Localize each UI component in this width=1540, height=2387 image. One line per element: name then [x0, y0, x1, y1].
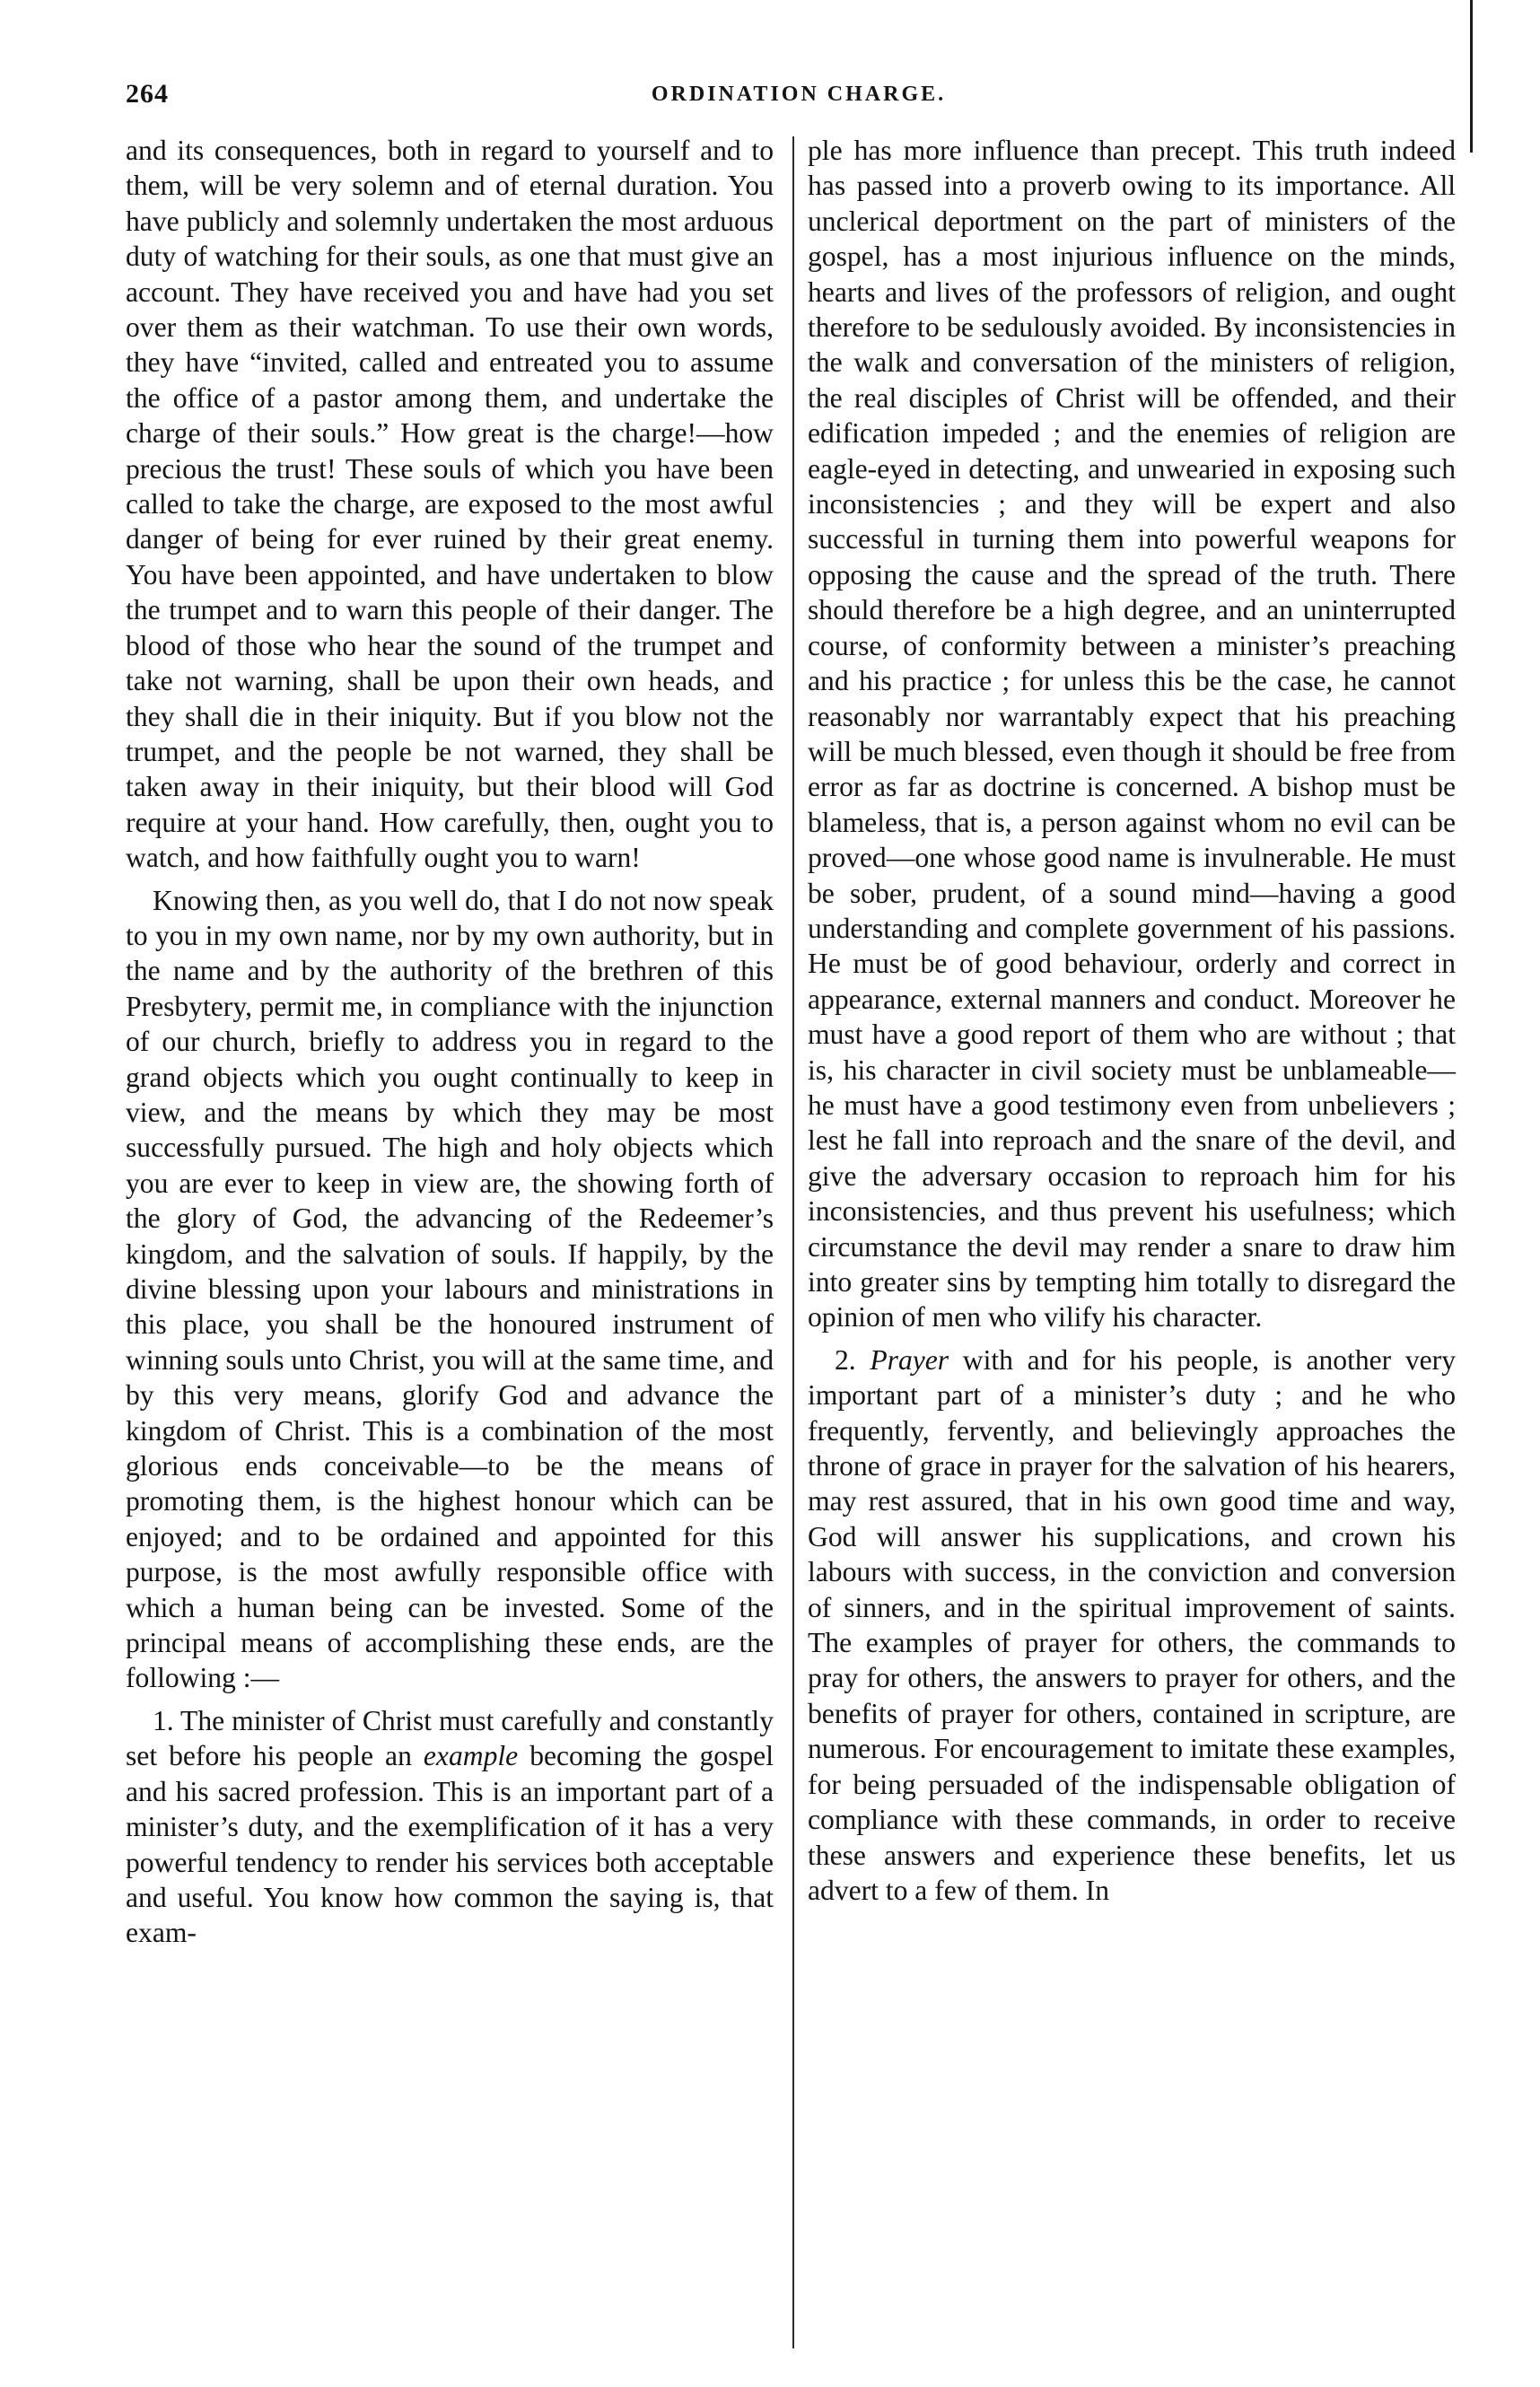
margin-rule — [1470, 0, 1473, 153]
paragraph-presbytery: Knowing then, as you well do, that I do not now speak to you in my own name, nor by my own authority, but in the name and by the authority of the brethren of this Presbytery, permit me, in compliance with the injunction of our church, briefly to address you in regard to the grand objects which you ought continually to keep in view, and the means by which they may be most successfully pursued. The high and holy objects which you are ever to keep in view are, the showing forth of the glory of God, the advancing of the Redeemer’s kingdom, and the salvation of souls. If happily, by the divine blessing upon your labours and ministrations in this place, you shall be the honoured instrument of winning souls unto Christ, you will at the same time, and by this very means, glorify God and advance the kingdom of Christ. This is a combination of the most glorious ends conceivable—to be the means of promoting them, is the highest honour which can be enjoyed; and to be ordained and appointed for this purpose, is the most awfully responsible office with which a human being can be invested. Some of the principal means of accomplishing these ends, are the following :— — [126, 884, 774, 1694]
prayer-text-start: 2. — [835, 1343, 871, 1376]
prayer-italic: Prayer — [870, 1343, 949, 1376]
paragraph-example — [126, 1703, 774, 1951]
running-head: ORDINATION CHARGE. — [651, 83, 947, 106]
example-italic: example — [423, 1740, 519, 1772]
column-divider — [792, 136, 794, 2348]
paragraph-precept: ple has more influence than precept. This truth indeed has passed into a proverb owing to its importance. All unclerical deportment on the part of ministers of the gospel, has a most injurious influence on the minds, hearts and lives of the professors of religion, and ought therefore to be sedulously avoided. By inconsistencies in the walk and conversation of the ministers of religion, the real disciples of Christ will be offended, and their edification impeded ; and the enemies of religion are eagle-eyed in detecting, and unwearied in exposing such inconsistencies ; and they will be expert and also successful in turning them into powerful weapons for opposing the cause and the spread of the truth. There should therefore be a high degree, and an uninterrupted course, of conformity between a minister’s preaching and his practice ; for unless this be the case, he cannot reasonably nor warrantably expect that his preaching will be much blessed, even though it should be free from error as far as doctrine is concerned. A bishop must be blameless, that is, a person against whom no evil can be proved—one whose good name is invulnerable. He must be sober, prudent, of a sound mind—having a good understanding and complete government of his passions. He must be of good behaviour, orderly and correct in appearance, external manners and conduct. Moreover he must have a good report of them who are without ; that is, his character in civil society must be unblameable—he must have a good testimony even from unbelievers ; lest he fall into reproach and the snare of the devil, and give the adversary occasion to reproach him for his inconsistencies, and thus prevent his usefulness; which circumstance the devil may render a snare to draw him into greater sins by tempting him totally to disregard the opinion of men who vilify his character. — [808, 135, 1456, 1333]
paragraph-prayer — [808, 1342, 1456, 1909]
page-header — [126, 79, 1472, 115]
right-column — [808, 133, 1456, 1908]
example-text-end: becoming the gospel and his sacred profession. This is an important part of a minister’s duty, and the exemplification of it has a very powerful tendency to render his services both acceptable and useful. You know how common the saying is, that exam- — [126, 1740, 774, 1949]
page-number: 264 — [126, 79, 169, 109]
example-text-start: 1. The minister of Christ must carefully and constantly set before his people an — [126, 1704, 774, 1772]
prayer-text-end: with and for his people, is another very important part of a minister’s duty ; and he who frequently, fervently, and believingly approaches the throne of grace in prayer for the salvation of his hearers, may rest assured, that in his own good time and way, God will answer his supplications, and crown his labours with success, in the conviction and conversion of sinners, and in the spiritual improvement of saints. The examples of prayer for others, the commands to pray for others, the answers to prayer for others, and the benefits of prayer for others, contained in scripture, are numerous. For encouragement to imitate these examples, for being persuaded of the indispensable obligation of compliance with these commands, in order to receive these answers and experience these benefits, let us advert to a few of them. In — [808, 1343, 1457, 1906]
left-column — [126, 133, 774, 1951]
paragraph-continuation: and its consequences, both in regard to yourself and to them, will be very solemn and of eternal duration. You have publicly and solemnly undertaken the most arduous duty of watching for their souls, as one that must give an account. They have received you and have had you set over them as their watchman. To use their own words, they have “invited, called and entreated you to assume the office of a pastor among them, and undertake the charge of their souls.” How great is the charge!—how precious the trust! These souls of which you have been called to take the charge, are exposed to the most awful danger of being for ever ruined by their great enemy. You have been appointed, and have undertaken to blow the trumpet and to warn this people of their danger. The blood of those who hear the sound of the trumpet and take not warning, shall be upon their own heads, and they shall die in their iniquity. But if you blow not the trumpet, and the people be not warned, they shall be taken away in their iniquity, but their blood will God require at your hand. How carefully, then, ought you to watch, and how faithfully ought you to warn! — [126, 135, 774, 874]
